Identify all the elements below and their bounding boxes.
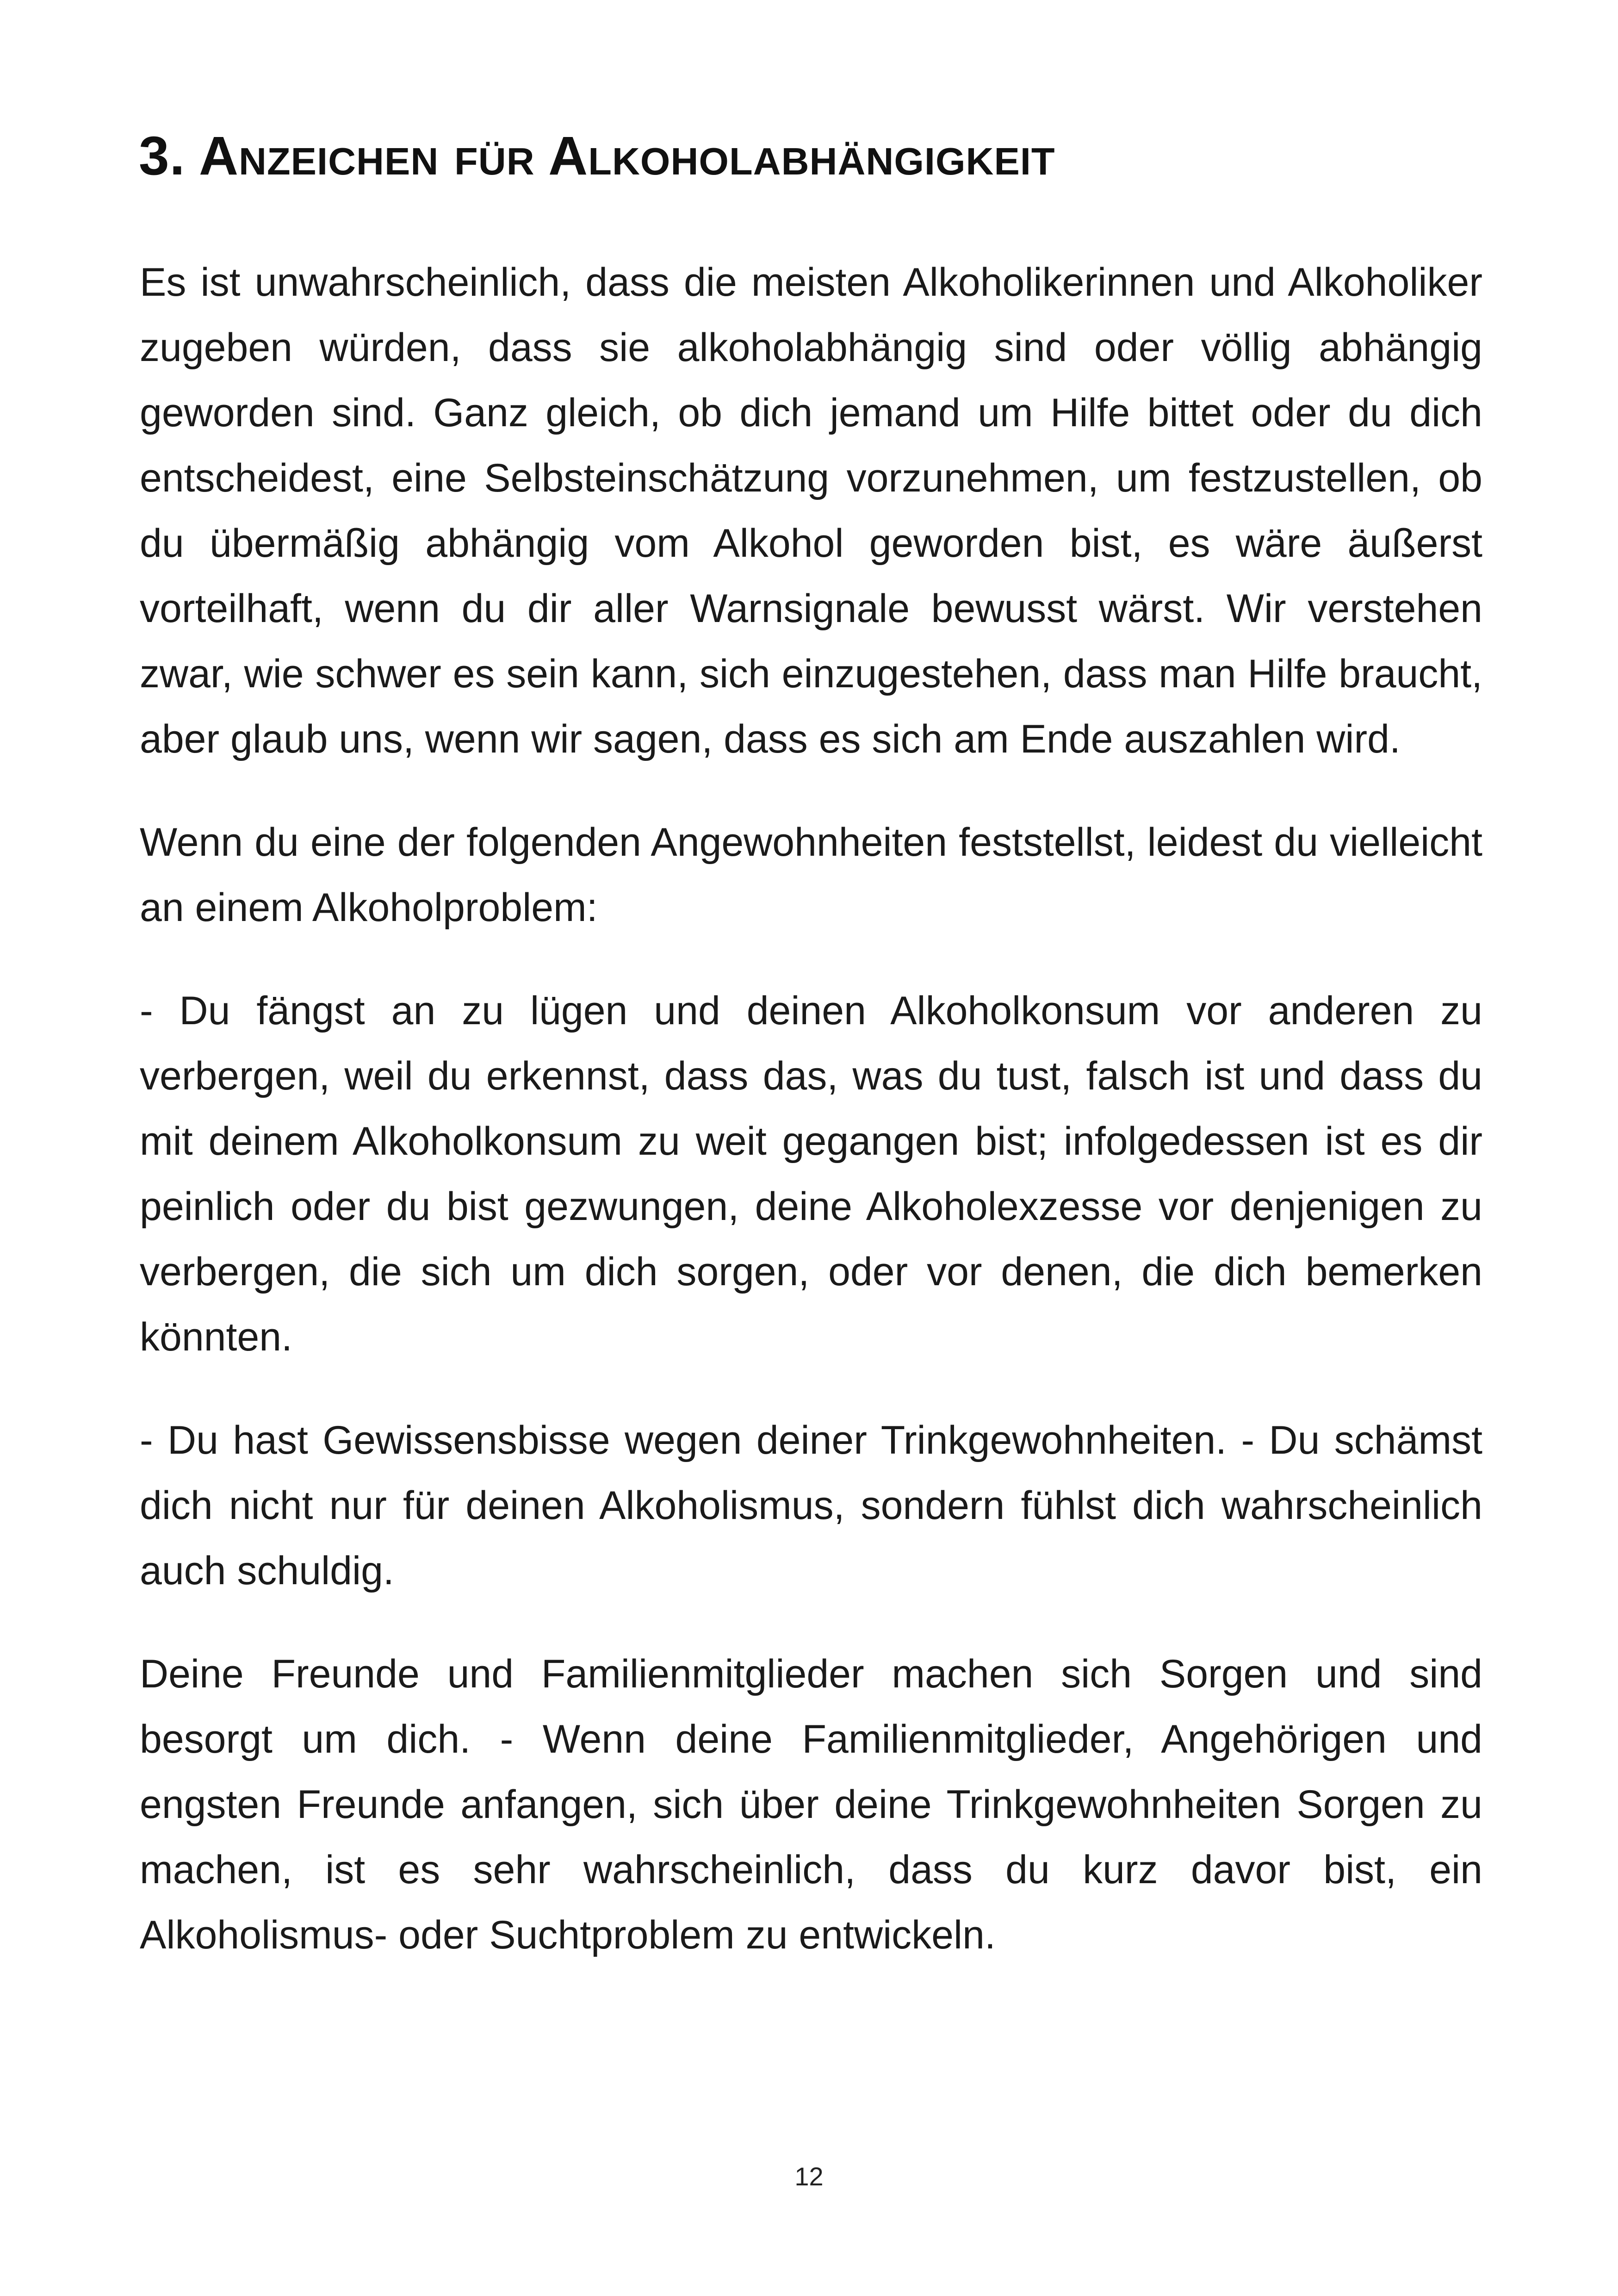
paragraph-habits-intro: Wenn du eine der folgenden Angewohnheiten feststellst, leidest du vielleicht an einem Alkoholproblem: (140, 820, 1482, 930)
paragraph-family-concern: Deine Freunde und Familienmitglieder machen sich Sorgen und sind besorgt um dich. - Wenn deine Familienmitglieder, Angehörigen und engsten Freunde anfangen, sich über deine Trinkgewohnheiten Sorgen zu machen, ist es sehr wahrscheinlich, dass du kurz davor bist, ein Alkoholismus- oder Suchtproblem zu entwickeln. (140, 1652, 1482, 1957)
paragraph-guilt: - Du hast Gewissensbisse wegen deiner Trinkgewohnheiten. - Du schämst dich nicht nur für deinen Alkoholismus, sondern fühlst dich wahrscheinlich auch schuldig. (140, 1418, 1482, 1593)
page-number: 12 (794, 2162, 824, 2191)
chapter-heading: 3. Anzeichen für Alkoholabhängigkeit (139, 125, 1055, 187)
paragraph-intro: Es ist unwahrscheinlich, dass die meisten Alkoholikerinnen und Alkoholiker zugeben würden, dass sie alkoholabhängig sind oder völlig abhängig geworden sind. Ganz gleich, ob dich jemand um Hilfe bittet oder du dich entscheidest, eine Selbsteinschätzung vorzunehmen, um festzustellen, ob du übermäßig abhängig vom Alkohol geworden bist, es wäre äußerst vorteilhaft, wenn du dir aller Warnsignale bewusst wärst. Wir verstehen zwar, wie schwer es sein kann, sich einzugestehen, dass man Hilfe braucht, aber glaub uns, wenn wir sagen, dass es sich am Ende auszahlen wird. (140, 260, 1482, 761)
paragraph-lying: - Du fängst an zu lügen und deinen Alkoholkonsum vor anderen zu verbergen, weil du erkennst, dass das, was du tust, falsch ist und dass du mit deinem Alkoholkonsum zu weit gegangen bist; infolgedessen ist es dir peinlich oder du bist gezwungen, deine Alkoholexzesse vor denjenigen zu verbergen, die sich um dich sorgen, oder vor denen, die dich bemerken könnten. (140, 989, 1482, 1359)
body-text (140, 250, 1482, 2006)
